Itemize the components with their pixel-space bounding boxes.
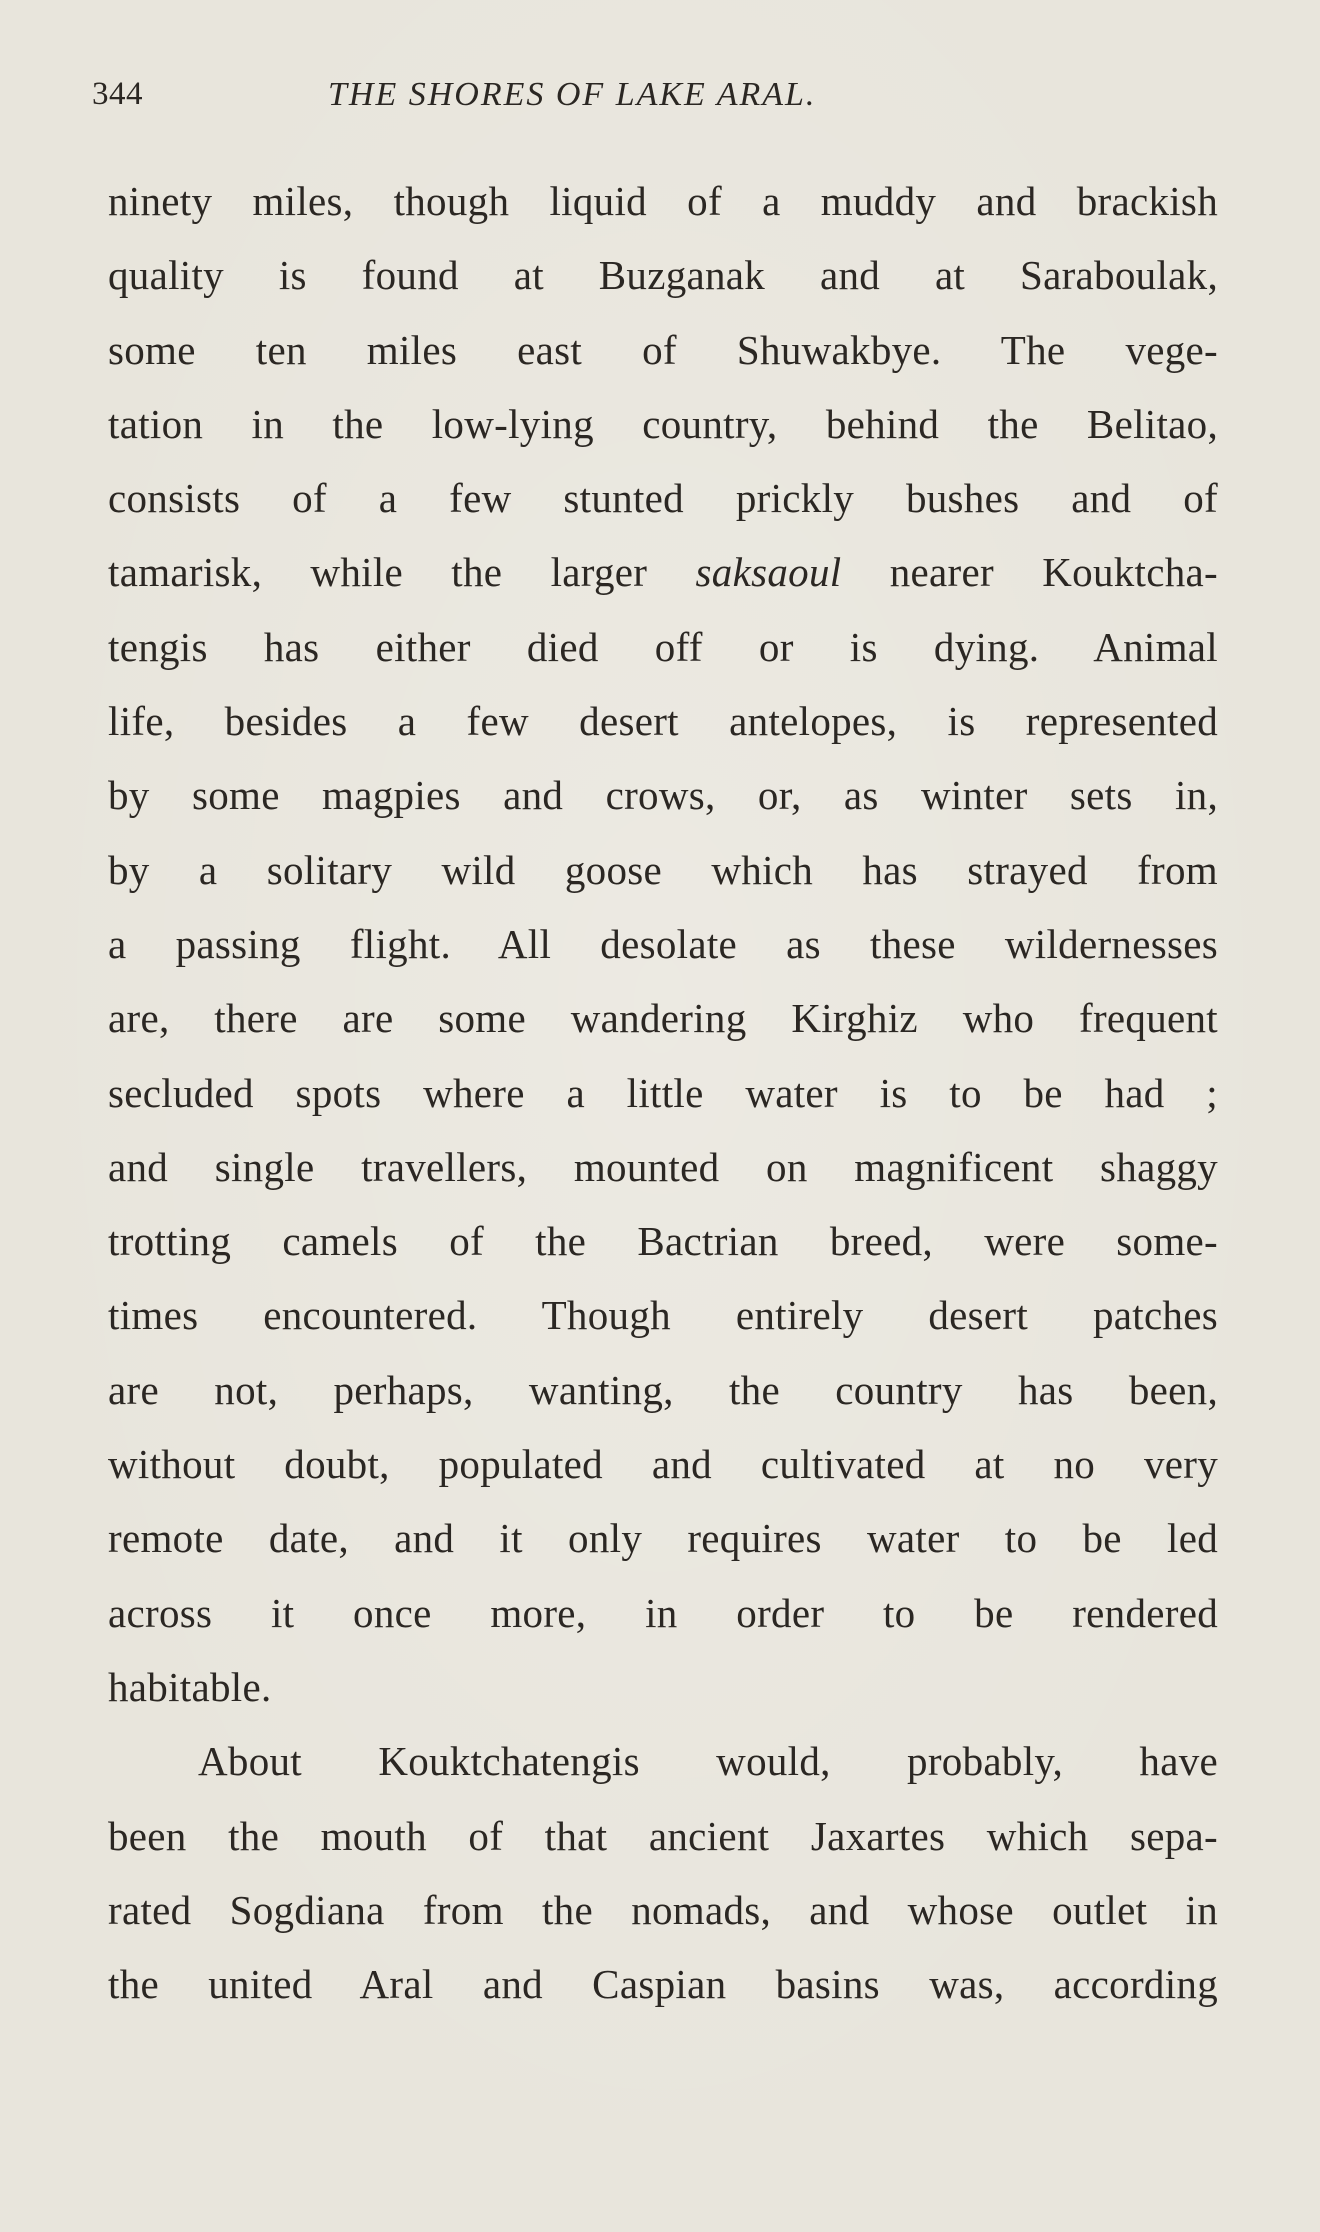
text-line: remote date, and it only requires water to be led bbox=[108, 1515, 1218, 1562]
text-line: by a solitary wild goose which has strayed from bbox=[108, 846, 1218, 893]
text-line: are not, perhaps, wanting, the country has been, bbox=[108, 1366, 1218, 1413]
page-header bbox=[92, 76, 1212, 126]
text-line: and single travellers, mounted on magnificent shaggy bbox=[108, 1143, 1218, 1190]
text-line: life, besides a few desert antelopes, is represented bbox=[108, 698, 1218, 745]
text-line: without doubt, populated and cultivated at no very bbox=[108, 1441, 1218, 1488]
text-line: are, there are some wandering Kirghiz who frequent bbox=[108, 995, 1218, 1042]
text-line: rated Sogdiana from the nomads, and whose outlet in bbox=[108, 1886, 1218, 1933]
text-line: secluded spots where a little water is to be had ; bbox=[108, 1069, 1218, 1116]
text-line: quality is found at Buzganak and at Saraboulak, bbox=[108, 252, 1218, 299]
body-text bbox=[108, 164, 1218, 2021]
text-line: ninety miles, though liquid of a muddy and brackish bbox=[108, 178, 1218, 224]
text-line: consists of a few stunted prickly bushes and of bbox=[108, 475, 1218, 522]
text-line: times encountered. Though entirely desert patches bbox=[108, 1292, 1218, 1339]
text-line: been the mouth of that ancient Jaxartes which sepa- bbox=[108, 1812, 1218, 1859]
page-number: 344 bbox=[92, 76, 143, 112]
text-line: tengis has either died off or is dying. Animal bbox=[108, 623, 1218, 670]
text-line: some ten miles east of Shuwakbye. The vege- bbox=[108, 326, 1218, 373]
italic-term: saksaoul bbox=[695, 549, 842, 596]
text-line: habitable. bbox=[108, 1663, 272, 1710]
text-line: tation in the low-lying country, behind the Belitao, bbox=[108, 400, 1218, 447]
text-segment: tamarisk, while the larger bbox=[108, 549, 696, 596]
text-segment: nearer Kouktcha- bbox=[841, 549, 1218, 596]
text-line: a passing flight. All desolate as these wildernesses bbox=[108, 920, 1218, 967]
text-line: across it once more, in order to be rendered bbox=[108, 1589, 1218, 1636]
text-line: trotting camels of the Bactrian breed, were some- bbox=[108, 1218, 1218, 1265]
text-line: by some magpies and crows, or, as winter sets in, bbox=[108, 772, 1218, 819]
text-line: the united Aral and Caspian basins was, according bbox=[108, 1961, 1218, 2008]
text-line: About Kouktchatengis would, probably, have bbox=[198, 1738, 1218, 1785]
running-title: THE SHORES OF LAKE ARAL. bbox=[328, 76, 817, 113]
text-line-with-italic bbox=[108, 535, 1218, 609]
